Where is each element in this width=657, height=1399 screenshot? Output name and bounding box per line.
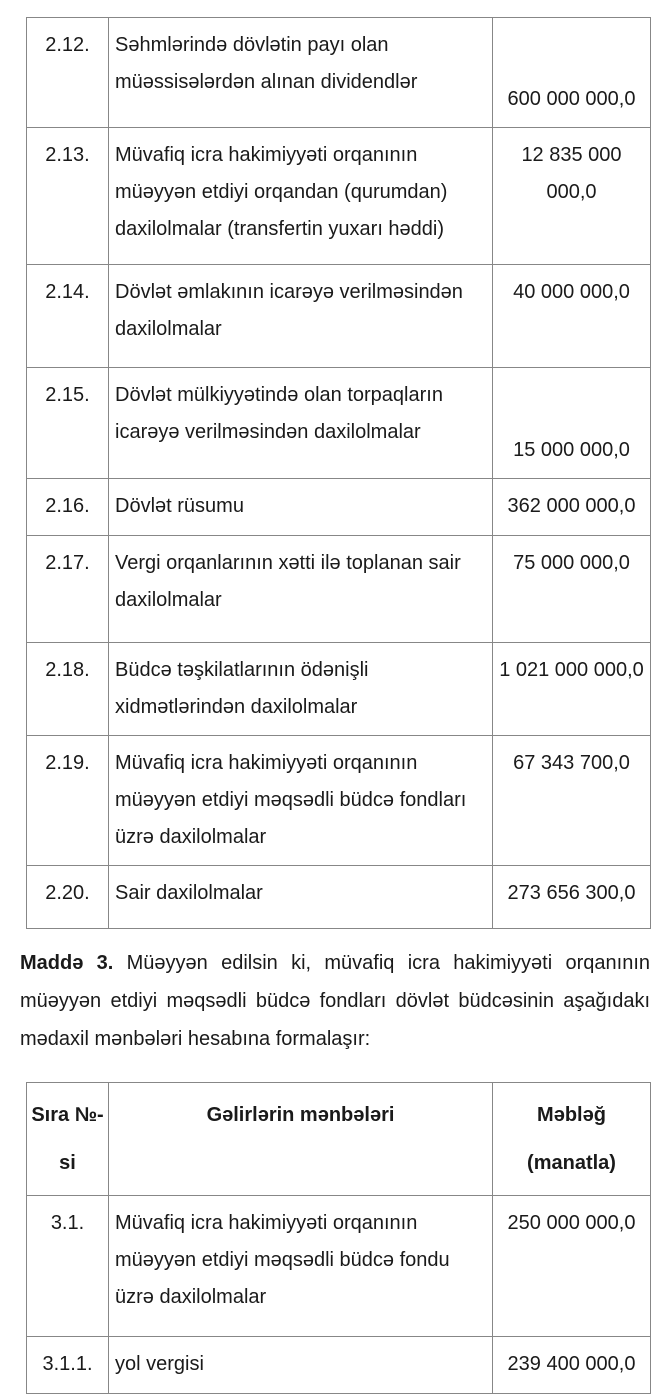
row-number-cell: 2.13. [27, 128, 109, 265]
source-cell: Müvafiq icra hakimiyyəti orqanının müəyyən etdiyi orqandan (qurumdan) daxilolmalar (transfertin yuxarı həddi) [109, 128, 493, 265]
row-number-cell: 2.20. [27, 866, 109, 929]
header-amount: Məbləğ (manatla) [493, 1083, 651, 1196]
header-row-number: Sıra №-si [27, 1083, 109, 1196]
row-number-cell: 2.19. [27, 736, 109, 866]
table-row [27, 18, 651, 128]
amount-cell: 12 835 000 000,0 [493, 128, 651, 265]
source-cell: Büdcə təşkilatlarının ödənişli xidmətlərindən daxilolmalar [109, 643, 493, 736]
amount-cell: 239 400 000,0 [493, 1337, 651, 1394]
amount-cell: 75 000 000,0 [493, 536, 651, 643]
row-number-cell: 2.15. [27, 368, 109, 479]
source-cell: Dövlət əmlakının icarəyə verilməsindən daxilolmalar [109, 265, 493, 368]
article-3-label: Maddə 3. [20, 952, 114, 974]
revenue-items-table [26, 17, 651, 929]
table-row [27, 128, 651, 265]
row-number-cell: 2.16. [27, 479, 109, 536]
row-number-cell: 2.18. [27, 643, 109, 736]
source-cell: Dövlət mülkiyyətində olan torpaqların icarəyə verilməsindən daxilolmalar [109, 368, 493, 479]
table-row [27, 643, 651, 736]
article-3-paragraph [20, 944, 650, 1058]
amount-cell: 273 656 300,0 [493, 866, 651, 929]
table-row [27, 368, 651, 479]
row-number-cell: 2.17. [27, 536, 109, 643]
row-number-cell: 3.1.1. [27, 1337, 109, 1394]
row-number-cell: 2.14. [27, 265, 109, 368]
table-row [27, 1196, 651, 1337]
amount-cell: 250 000 000,0 [493, 1196, 651, 1337]
table-row [27, 866, 651, 929]
amount-cell: 15 000 000,0 [493, 368, 651, 479]
header-source: Gəlirlərin mənbələri [109, 1083, 493, 1196]
source-cell: Müvafiq icra hakimiyyəti orqanının müəyyən etdiyi məqsədli büdcə fondları üzrə daxilolmalar [109, 736, 493, 866]
table-header-row [27, 1083, 651, 1196]
table-row [27, 536, 651, 643]
source-cell: Sair daxilolmalar [109, 866, 493, 929]
table-row [27, 265, 651, 368]
source-cell: Dövlət rüsumu [109, 479, 493, 536]
amount-cell: 40 000 000,0 [493, 265, 651, 368]
table-row [27, 736, 651, 866]
targeted-funds-table [26, 1082, 651, 1394]
source-cell: yol vergisi [109, 1337, 493, 1394]
table-row [27, 1337, 651, 1394]
row-number-cell: 3.1. [27, 1196, 109, 1337]
source-cell: Vergi orqanlarının xətti ilə toplanan sair daxilolmalar [109, 536, 493, 643]
article-3-text: Müəyyən edilsin ki, müvafiq icra hakimiyyəti orqanının müəyyən etdiyi məqsədli büdcə fondları dövlət büdcəsinin aşağıdakı mədaxil mənbələri hesabına formalaşır: [20, 952, 650, 1050]
amount-cell: 1 021 000 000,0 [493, 643, 651, 736]
amount-cell: 600 000 000,0 [493, 18, 651, 128]
amount-cell: 67 343 700,0 [493, 736, 651, 866]
source-cell: Müvafiq icra hakimiyyəti orqanının müəyyən etdiyi məqsədli büdcə fondu üzrə daxilolmalar [109, 1196, 493, 1337]
row-number-cell: 2.12. [27, 18, 109, 128]
source-cell: Səhmlərində dövlətin payı olan müəssisələrdən alınan dividendlər [109, 18, 493, 128]
table-row [27, 479, 651, 536]
amount-cell: 362 000 000,0 [493, 479, 651, 536]
